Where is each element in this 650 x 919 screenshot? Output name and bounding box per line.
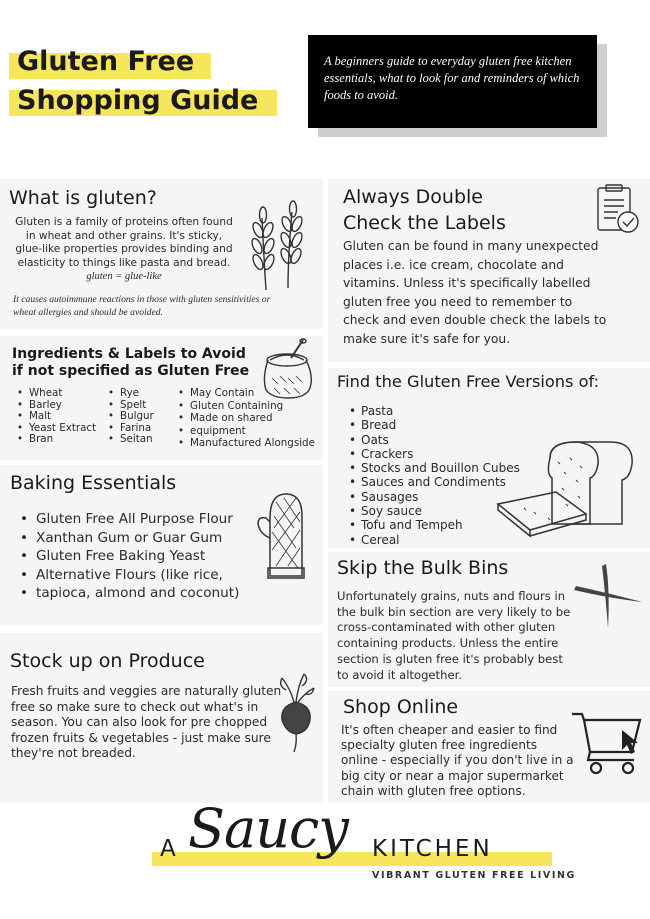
produce-body-line: frozen fruits & vegetables - just make sure	[11, 730, 271, 745]
logo-script: Saucy	[188, 797, 348, 860]
list-item: • Gluten Free Baking Yeast	[20, 547, 239, 566]
labels-body-line: places i.e. ice cream, chocolate and	[343, 257, 564, 272]
online-body-line: It's often cheaper and easier to find	[341, 723, 558, 737]
online-body-line: chain with gluten free options.	[341, 783, 526, 798]
logo-tagline: VIBRANT GLUTEN FREE LIVING	[372, 870, 576, 881]
ingredients-heading-line-1: Ingredients & Labels to Avoid	[12, 346, 246, 362]
online-body-line: online - especially if you don't live in a	[341, 753, 574, 768]
bread-loaf-icon	[494, 438, 636, 536]
baking-heading: Baking Essentials	[10, 472, 177, 494]
gluten-body	[4, 216, 244, 284]
list-item: • Malt	[17, 411, 96, 423]
list-item: • Made on shared	[178, 412, 315, 425]
intro-text: A beginners guide to everyday gluten free kitchen essentials, what to look for and reminders of which foods to avoid.	[324, 54, 580, 102]
list-item: • Rye	[108, 388, 154, 400]
gluten-body-line: elasticity to things like pasta and bread.	[17, 256, 231, 269]
list-item: • May Contain	[178, 387, 315, 400]
produce-body-line: free so make sure to check out what's in	[11, 699, 259, 714]
labels-heading-line-2: Check the Labels	[343, 212, 506, 234]
list-item: • Oats	[349, 433, 520, 447]
list-item: • Alternative Flours (like rice,	[20, 566, 239, 585]
list-item: • Crackers	[349, 447, 520, 461]
gluten-footnote-line: It causes autoimmune reactions in those with gluten sensitivities or	[13, 294, 271, 305]
gluten-note: gluten = glue-like	[86, 271, 162, 282]
list-item: • Stocks and Bouillon Cubes	[349, 461, 520, 475]
list-item: • Cereal	[349, 533, 520, 547]
list-item: • Sauces and Condiments	[349, 475, 520, 489]
intro-box	[308, 35, 597, 128]
labels-body-line: Gluten can be found in many unexpected	[343, 239, 599, 253]
bulk-body-line: cross-contaminated with other gluten	[337, 620, 556, 635]
gluten-footnote	[13, 293, 270, 319]
gluten-body-line: Gluten is a family of proteins often found	[15, 216, 233, 228]
bulk-body-line: section is gluten free it's probably best	[337, 651, 563, 666]
beet-icon	[276, 672, 318, 754]
list-item: • Seitan	[108, 434, 154, 446]
gluten-body-line: in wheat and other grains. It's sticky,	[25, 229, 223, 242]
labels-body-line: vitamins. Unless it's specifically labelled	[343, 276, 591, 291]
list-item: • Bulgur	[108, 411, 154, 423]
logo-kitchen: KITCHEN	[372, 836, 493, 862]
cross-icon	[572, 560, 644, 632]
oven-mitt-icon	[256, 488, 308, 582]
produce-heading: Stock up on Produce	[10, 650, 205, 672]
list-item: • Manufactured Alongside	[178, 437, 315, 450]
list-item-continuation: • tapioca, almond and coconut)	[20, 584, 239, 603]
produce-body-line: they're not breaded.	[11, 746, 136, 761]
list-item-continuation: • equipment	[178, 425, 315, 438]
page-title-line-1: Gluten Free	[17, 46, 195, 77]
flour-sack-icon	[258, 338, 316, 400]
list-item: • Pasta	[349, 404, 520, 418]
labels-body-line: make sure it's safe for you.	[343, 331, 511, 346]
produce-body-line: season. You can also look for pre chopped	[11, 715, 268, 730]
list-item: • Farina	[108, 423, 154, 435]
checklist-icon	[594, 184, 642, 236]
logo-a: A	[160, 836, 179, 862]
bulk-body-line: Unfortunately grains, nuts and flours in	[337, 589, 566, 603]
page-title-line-2: Shopping Guide	[17, 85, 259, 116]
bulk-body-line: the bulk bin section are very likely to be	[337, 604, 571, 619]
list-item: • Spelt	[108, 400, 154, 412]
list-item: • Yeast Extract	[17, 423, 96, 435]
list-item: • Bread	[349, 418, 520, 432]
produce-body-line: Fresh fruits and veggies are naturally gluten	[11, 684, 282, 698]
bulk-body-line: containing products. Unless the entire	[337, 636, 559, 651]
labels-body-line: gluten free you need to remember to	[343, 294, 573, 309]
ingredients-heading-line-2: if not specified as Gluten Free	[12, 363, 250, 379]
gluten-heading: What is gluten?	[9, 187, 157, 209]
list-item: • Barley	[17, 400, 96, 412]
gluten-body-line: glue-like properties provides binding and	[15, 243, 233, 255]
shopping-cart-icon	[570, 710, 646, 776]
labels-body-line: check and even double check the labels to	[343, 313, 607, 328]
list-item: • Sausages	[349, 490, 520, 504]
online-heading: Shop Online	[343, 696, 459, 718]
list-item: • Tofu and Tempeh	[349, 518, 520, 532]
wheat-icon	[248, 200, 306, 292]
ingredients-list-1	[17, 388, 96, 446]
list-item: • Gluten Containing	[178, 400, 315, 413]
bulk-body	[337, 589, 570, 683]
list-item: • Bran	[17, 434, 96, 446]
bulk-body-line: to avoid it altogether.	[337, 667, 462, 682]
ingredients-list-2	[108, 388, 154, 446]
online-body-line: big city or near a major supermarket	[341, 768, 564, 783]
versions-heading: Find the Gluten Free Versions of:	[337, 372, 600, 391]
online-body-line: specialty gluten free ingredients	[341, 738, 538, 753]
baking-list	[20, 510, 239, 603]
list-item: • Gluten Free All Purpose Flour	[20, 510, 239, 529]
labels-heading-line-1: Always Double	[343, 186, 483, 208]
list-item: • Soy sauce	[349, 504, 520, 518]
online-body	[341, 723, 574, 799]
produce-body	[11, 684, 281, 762]
labels-body	[343, 237, 606, 349]
list-item: • Xanthan Gum or Guar Gum	[20, 529, 239, 548]
list-item: • Wheat	[17, 388, 96, 400]
gluten-footnote-line: wheat allergies and should be avoided.	[13, 307, 163, 318]
bulk-heading: Skip the Bulk Bins	[337, 557, 509, 579]
